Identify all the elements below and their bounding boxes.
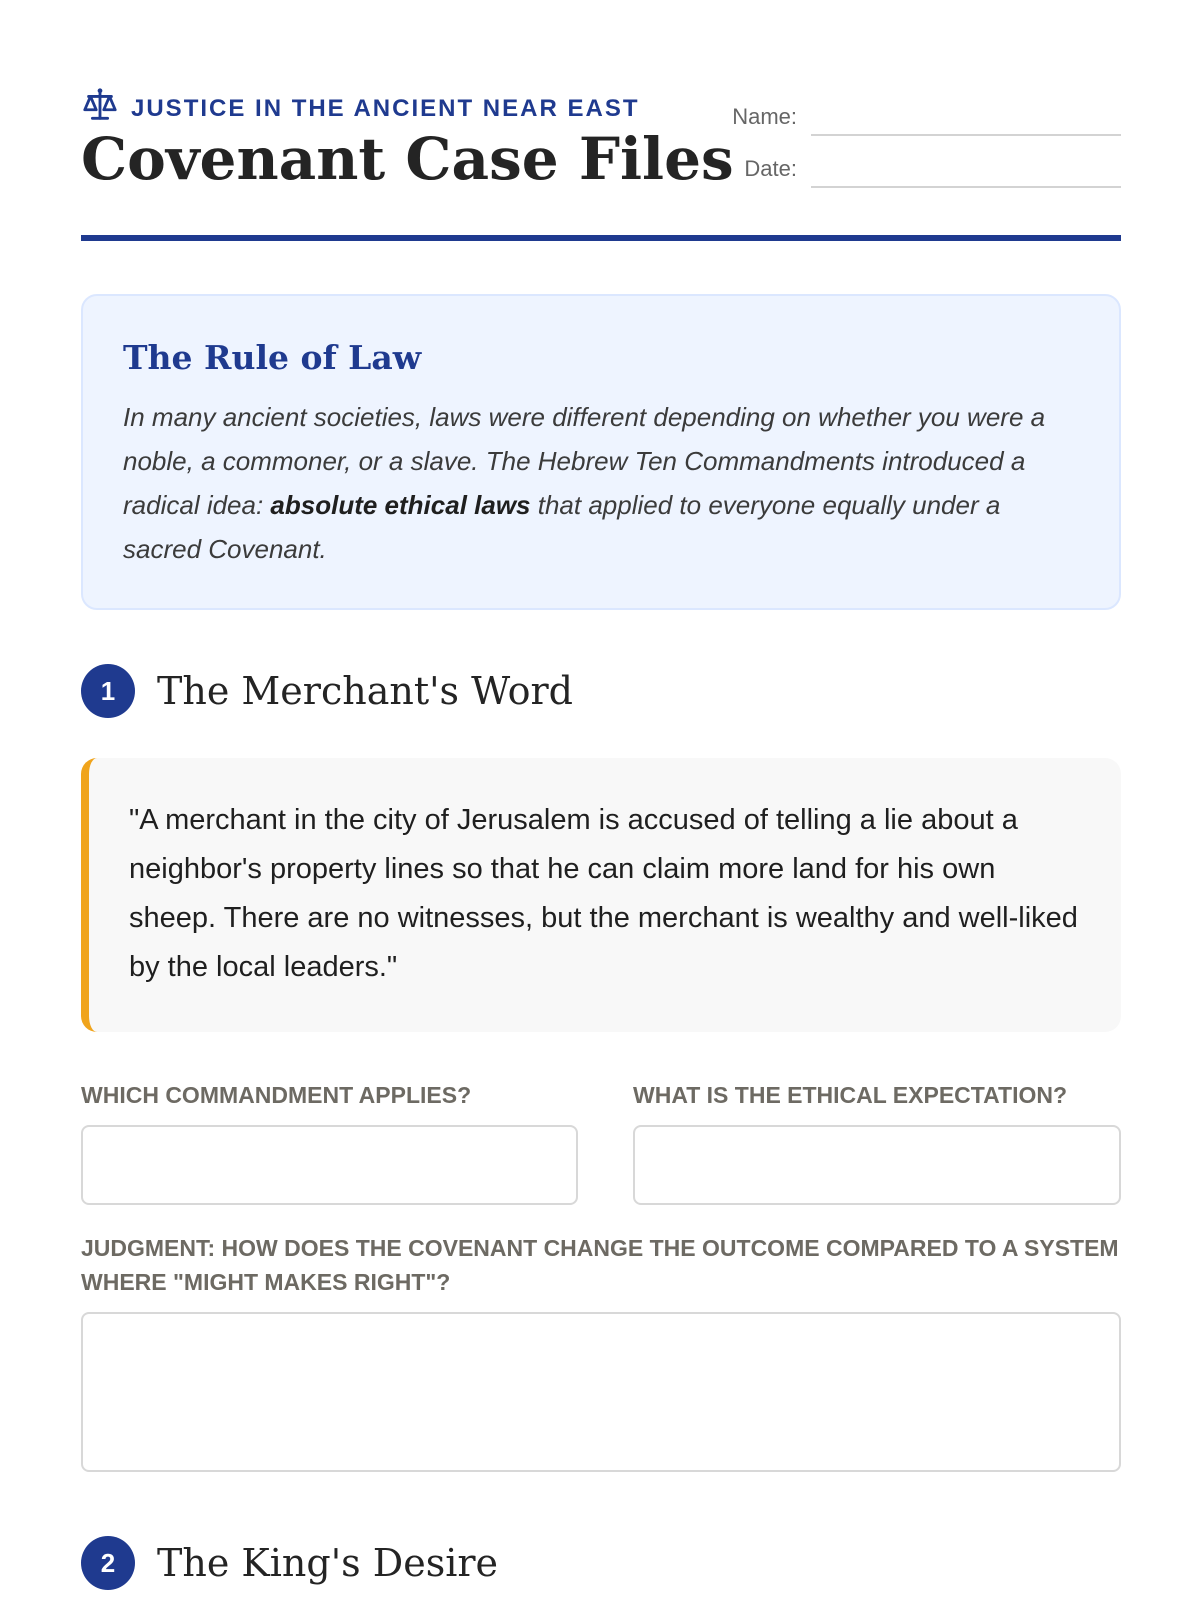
info-text-emphasis: absolute ethical laws bbox=[270, 490, 531, 520]
worksheet-page bbox=[81, 0, 1121, 1600]
case-1-heading bbox=[81, 663, 573, 719]
rule-of-law-panel bbox=[81, 294, 1121, 610]
case-title: The King's Desire bbox=[157, 1541, 499, 1585]
ethical-expectation-question-label: WHAT IS THE ETHICAL EXPECTATION? bbox=[633, 1082, 1068, 1108]
name-label: Name: bbox=[732, 104, 797, 129]
name-field-row bbox=[713, 84, 1121, 136]
judgment-question-label: JUDGMENT: HOW DOES THE COVENANT CHANGE THE OUTCOME COMPARED TO A SYSTEM WHERE "MIGHT MAKES RIGHT"? bbox=[81, 1235, 1119, 1295]
date-label: Date: bbox=[744, 156, 797, 181]
student-info-fields bbox=[713, 84, 1121, 188]
page-title: Covenant Case Files bbox=[81, 125, 734, 193]
date-line[interactable] bbox=[811, 150, 1121, 188]
worksheet-header bbox=[81, 80, 1121, 240]
name-line[interactable] bbox=[811, 98, 1121, 136]
case-number-badge: 2 bbox=[81, 1536, 135, 1590]
info-title: The Rule of Law bbox=[123, 338, 422, 377]
date-field-row bbox=[713, 136, 1121, 188]
info-text-after: that applied to everyone equally under a sacred Covenant. bbox=[123, 490, 1001, 564]
case-scenario-text: "A merchant in the city of Jerusalem is accused of telling a lie about a neighbor's property lines so that he can claim more land for his own sheep. There are no witnesses, but the merchant is wealthy and well-liked by the local leaders." bbox=[129, 804, 1078, 983]
ethical-expectation-answer-field[interactable] bbox=[633, 1125, 1121, 1205]
case-scenario-box bbox=[81, 758, 1121, 1032]
info-text bbox=[123, 395, 1079, 571]
judgment-answer-field[interactable] bbox=[81, 1312, 1121, 1472]
case-2-heading bbox=[81, 1535, 498, 1591]
kicker-text: JUSTICE IN THE ANCIENT NEAR EAST bbox=[131, 94, 640, 122]
header-divider bbox=[81, 235, 1121, 241]
case-title: The Merchant's Word bbox=[157, 669, 573, 713]
case-number-badge: 1 bbox=[81, 664, 135, 718]
commandment-question-label: WHICH COMMANDMENT APPLIES? bbox=[81, 1082, 472, 1108]
info-text-before: In many ancient societies, laws were different depending on whether you were a noble, a commoner, or a slave. The Hebrew Ten Commandments introduced a radical idea: bbox=[123, 402, 1046, 520]
commandment-answer-field[interactable] bbox=[81, 1125, 578, 1205]
